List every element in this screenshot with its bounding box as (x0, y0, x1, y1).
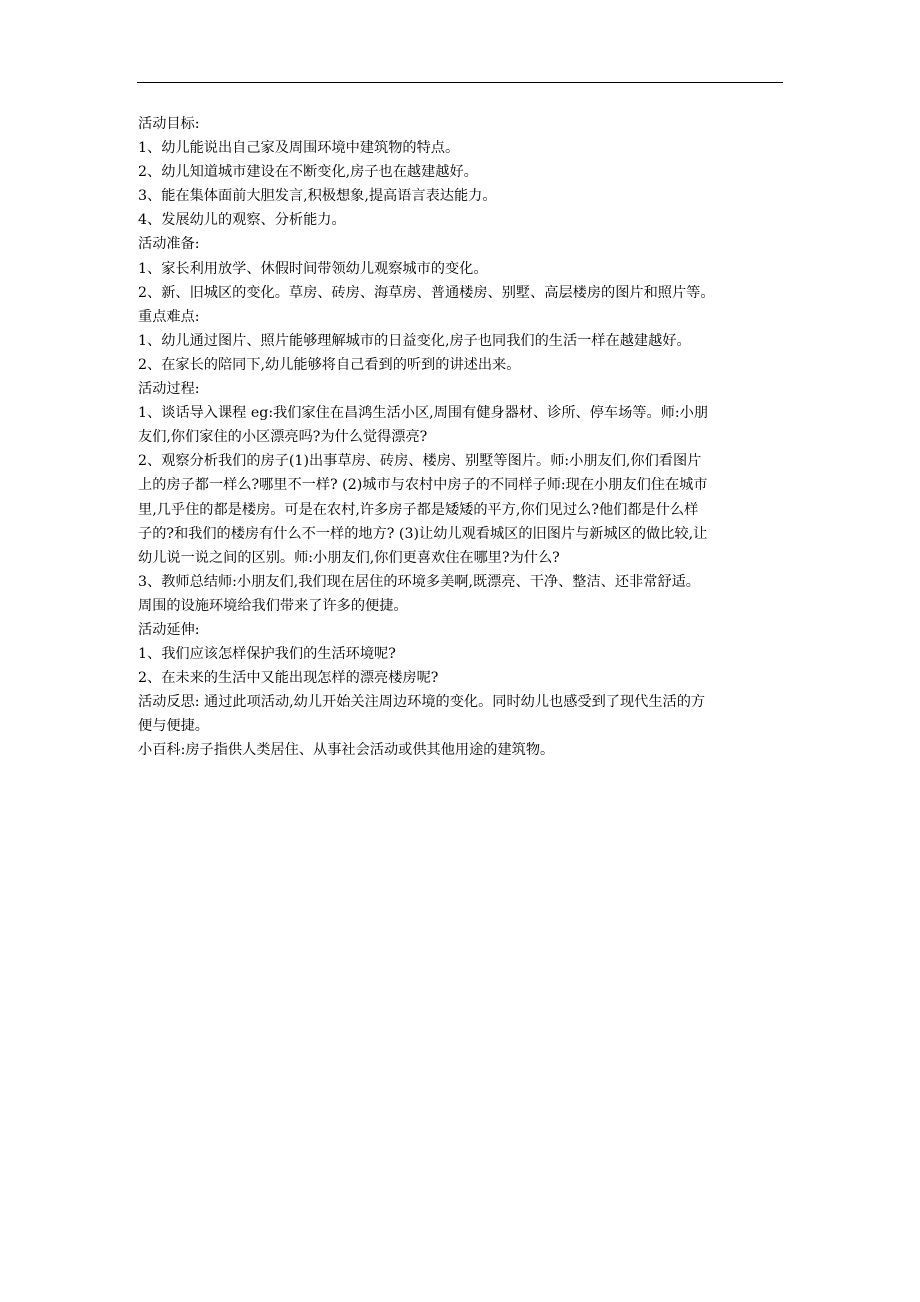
text-line: 1、家长利用放学、休假时间带领幼儿观察城市的变化。 (138, 260, 488, 277)
text-line: 2、在未来的生活中又能出现怎样的漂亮楼房呢? (138, 670, 439, 687)
section-heading-extension: 活动延伸: (138, 621, 200, 638)
section-heading-preparation: 活动准备: (138, 236, 200, 253)
text-line: 幼儿说一说之间的区别。师:小朋友们,你们更喜欢住在哪里?为什么? (138, 549, 560, 566)
header-rule (137, 82, 783, 83)
text-line: 里,几乎住的都是楼房。可是在农村,许多房子都是矮矮的平方,你们见过么?他们都是什么样 (138, 501, 699, 518)
document-body (138, 112, 786, 763)
text-line: 1、我们应该怎样保护我们的生活环境呢? (138, 646, 396, 663)
text-line: 4、发展幼儿的观察、分析能力。 (138, 212, 346, 229)
section-heading-process: 活动过程: (138, 381, 200, 398)
text-line: 2、幼儿知道城市建设在不断变化,房子也在越建越好。 (138, 164, 478, 181)
reflection-line: 活动反思: 通过此项活动,幼儿开始关注周边环境的变化。同时幼儿也感受到了现代生活的方 (138, 694, 706, 711)
section-heading-goals: 活动目标: (138, 116, 200, 132)
text-line: 上的房子都一样么?哪里不一样? (2)城市与农村中房子的不同样子师:现在小朋友们住在城市 (138, 477, 708, 494)
text-line: 便与便捷。 (138, 718, 209, 735)
text-line: 1、幼儿通过图片、照片能够理解城市的日益变化,房子也同我们的生活一样在越建越好。 (138, 332, 691, 349)
text-line: 3、能在集体面前大胆发言,积极想象,提高语言表达能力。 (138, 188, 497, 205)
text-line: 2、在家长的陪同下,幼儿能够将自己看到的听到的讲述出来。 (138, 356, 521, 373)
text-line: 友们,你们家住的小区漂亮吗?为什么觉得漂亮? (138, 429, 428, 446)
text-line: 2、新、旧城区的变化。草房、砖房、海草房、普通楼房、别墅、高层楼房的图片和照片等。 (138, 284, 715, 301)
section-heading-key-points: 重点难点: (138, 308, 200, 325)
text-line: 周围的设施环境给我们带来了许多的便捷。 (138, 597, 408, 614)
text-line: 1、幼儿能说出自己家及周围环境中建筑物的特点。 (138, 140, 460, 157)
text-line: 1、谈话导入课程 eg:我们家住在昌鸿生活小区,周围有健身器材、诊所、停车场等。师:小朋 (138, 405, 709, 422)
text-line: 2、观察分析我们的房子(1)出事草房、砖房、楼房、别墅等图片。师:小朋友们,你们看图片 (138, 453, 702, 470)
encyclopedia-line: 小百科:房子指供人类居住、从事社会活动或供其他用途的建筑物。 (138, 742, 555, 759)
text-line: 子的?和我们的楼房有什么不一样的地方? (3)让幼儿观看城区的旧图片与新城区的做比较,让 (138, 525, 708, 542)
text-line: 3、教师总结师:小朋友们,我们现在居住的环境多美啊,既漂亮、干净、整洁、还非常舒适。 (138, 573, 700, 590)
